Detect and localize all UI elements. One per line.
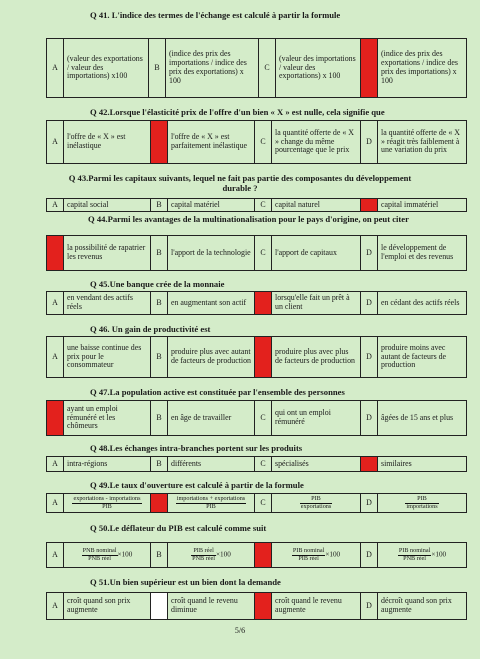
question-50	[0, 524, 480, 534]
denominator: PIB réel	[298, 554, 319, 562]
question-47-title: Q 47.La population active est constituée par l'ensemble des personnes	[90, 387, 345, 397]
option-d-formula[interactable]	[378, 543, 467, 568]
denominator: exportations	[300, 502, 332, 510]
option-b-label: B	[151, 292, 168, 315]
option-c-label: C	[255, 199, 272, 212]
option-c-label: C	[255, 401, 272, 436]
option-c-text[interactable]: (valeur des importations / valeur des exportations) x 100	[276, 39, 361, 98]
option-a-formula[interactable]	[64, 543, 151, 568]
fraction	[191, 548, 216, 562]
option-a-label: A	[47, 543, 64, 568]
question-43-title: Q 43.Parmi les capitaux suivants, lequel ne fait pas partie des composantes du développement durable ?	[68, 173, 412, 193]
option-c-formula[interactable]	[272, 494, 361, 513]
option-a-text[interactable]: croît quand son prix augmente	[64, 593, 151, 620]
answer-marker-c[interactable]	[255, 292, 272, 315]
option-c-text[interactable]: l'apport de capitaux	[272, 236, 361, 271]
option-b-text[interactable]: croît quand le revenu diminue	[168, 593, 255, 620]
question-44-options	[46, 235, 467, 271]
answer-marker-a[interactable]	[47, 401, 64, 436]
option-b-label: B	[151, 457, 168, 472]
option-b-text[interactable]: l'apport de la technologie	[168, 236, 255, 271]
fraction	[176, 496, 246, 510]
option-d-text[interactable]: similaires	[378, 457, 467, 472]
answer-marker-d[interactable]	[361, 39, 378, 98]
option-c-formula[interactable]	[272, 543, 361, 568]
option-c-text[interactable]: capital naturel	[272, 199, 361, 212]
question-47	[0, 388, 480, 398]
option-b-text[interactable]: (indice des prix des importations / indice des prix des exportations) x 100	[166, 39, 259, 98]
question-42-title: Q 42.Lorsque l'élasticité prix de l'offre d'un bien « X » est nulle, cela signifie que	[90, 107, 385, 117]
option-c-label: C	[255, 457, 272, 472]
option-d-text[interactable]: âgées de 15 ans et plus	[378, 401, 467, 436]
multiplier: ×100	[325, 550, 341, 559]
question-44	[0, 215, 480, 225]
option-b-label: B	[151, 543, 168, 568]
option-d-label: D	[361, 401, 378, 436]
question-51-title: Q 51.Un bien supérieur est un bien dont la demande	[90, 577, 281, 587]
fraction	[300, 496, 333, 510]
answer-marker-c[interactable]	[255, 543, 272, 568]
fraction	[292, 548, 325, 562]
option-a-label: A	[47, 593, 64, 620]
numerator: PIB nominal	[292, 546, 325, 554]
multiplier: ×100	[431, 550, 447, 559]
option-a-formula[interactable]	[64, 494, 151, 513]
option-d-label: D	[361, 494, 378, 513]
option-a-text[interactable]: l'offre de « X » est inélastique	[64, 121, 151, 164]
option-c-label: C	[255, 236, 272, 271]
question-48-options	[46, 456, 467, 472]
option-b-formula[interactable]	[168, 543, 255, 568]
answer-marker-a[interactable]	[47, 236, 64, 271]
option-d-text[interactable]: la quantité offerte de « X » réagit très faiblement à une variation du prix	[378, 121, 467, 164]
numerator: PIB nominal	[398, 546, 431, 554]
option-b-label: B	[151, 401, 168, 436]
denominator: PNB réel	[192, 554, 215, 562]
fraction	[398, 548, 431, 562]
question-42	[0, 108, 480, 118]
option-a-label: A	[47, 199, 64, 212]
numerator: exportations - importations	[73, 494, 141, 502]
question-42-options	[46, 120, 467, 164]
option-b-text[interactable]: en augmentant son actif	[168, 292, 255, 315]
option-a-label: A	[47, 292, 64, 315]
denominator: PNB réel	[403, 554, 426, 562]
option-d-text[interactable]: en cédant des actifs réels	[378, 292, 467, 315]
option-d-formula[interactable]	[378, 494, 467, 513]
question-45-options	[46, 291, 467, 315]
question-48	[0, 444, 480, 454]
option-b-text[interactable]: l'offre de « X » est parfaitement inélastique	[168, 121, 255, 164]
option-d-text[interactable]: produire moins avec autant de facteurs de production	[378, 337, 467, 378]
option-d-label: D	[361, 121, 378, 164]
question-43-options	[46, 198, 467, 212]
option-b-text[interactable]: capital matériel	[168, 199, 255, 212]
option-d-label: D	[361, 337, 378, 378]
option-a-label: A	[47, 494, 64, 513]
option-a-text[interactable]: en vendant des actifs réels	[64, 292, 151, 315]
answer-marker-c[interactable]	[255, 593, 272, 620]
question-49-title: Q 49.Le taux d'ouverture est calculé à partir de la formule	[90, 480, 304, 490]
numerator: importations + exportations	[176, 494, 246, 502]
option-b-label: B	[151, 199, 168, 212]
option-c-label: C	[259, 39, 276, 98]
answer-marker-d[interactable]	[361, 457, 378, 472]
page-number: 5/6	[234, 626, 246, 635]
option-b-label: B	[149, 39, 166, 98]
question-51-options	[46, 592, 467, 620]
option-c-text[interactable]: produire plus avec plus de facteurs de production	[272, 337, 361, 378]
question-44-title: Q 44.Parmi les avantages de la multinationalisation pour le pays d'origine, on peut citer	[88, 214, 409, 224]
question-46-options	[46, 336, 467, 378]
question-46	[0, 325, 480, 335]
option-a-text[interactable]: (valeur des exportations / valeur des importations) x100	[64, 39, 149, 98]
question-51	[0, 578, 480, 588]
option-a-text[interactable]: intra-régions	[64, 457, 151, 472]
option-b-label: B	[151, 236, 168, 271]
option-b-formula[interactable]	[168, 494, 255, 513]
option-b-text[interactable]: produire plus avec autant de facteurs de production	[168, 337, 255, 378]
option-d-text[interactable]: décroît quand son prix augmente	[378, 593, 467, 620]
option-a-label: A	[47, 121, 64, 164]
answer-marker-c[interactable]	[255, 337, 272, 378]
option-c-text[interactable]: qui ont un emploi rémunéré	[272, 401, 361, 436]
fraction	[405, 496, 438, 510]
fraction	[82, 548, 118, 562]
option-d-text[interactable]: capital immatériel	[378, 199, 467, 212]
question-48-title: Q 48.Les échanges intra-branches portent sur les produits	[90, 443, 303, 453]
multiplier: ×100	[117, 550, 133, 559]
option-a-text[interactable]: la possibilité de rapatrier les revenus	[64, 236, 151, 271]
option-d-label: D	[361, 236, 378, 271]
question-41-title: Q 41. L'indice des termes de l'échange est calculé à partir la formule	[90, 10, 341, 20]
numerator: PNB nominal	[82, 546, 117, 554]
question-43	[0, 174, 480, 193]
question-47-options	[46, 400, 467, 436]
option-a-label: A	[47, 337, 64, 378]
option-b-text[interactable]: différents	[168, 457, 255, 472]
question-45-title: Q 45.Une banque crée de la monnaie	[90, 279, 225, 289]
option-b-text[interactable]: en âge de travailler	[168, 401, 255, 436]
denominator: PIB	[206, 502, 216, 510]
question-41-options	[46, 38, 467, 98]
answer-marker-b[interactable]	[151, 121, 168, 164]
fraction	[72, 496, 141, 510]
question-45	[0, 280, 480, 290]
numerator: PIB	[405, 496, 438, 504]
option-c-text[interactable]: lorsqu'elle fait un prêt à un client	[272, 292, 361, 315]
option-d-label: D	[361, 292, 378, 315]
option-c-text[interactable]: la quantité offerte de « X » change du même pourcentage que le prix	[272, 121, 361, 164]
option-a-text[interactable]: une baisse continue des prix pour le consommateur	[64, 337, 151, 378]
question-49	[0, 481, 480, 491]
answer-marker-b[interactable]	[151, 494, 168, 513]
option-a-text[interactable]: capital social	[64, 199, 151, 212]
option-c-label: C	[255, 494, 272, 513]
option-d-text[interactable]: (indice des prix des exportations / indice des prix des importations) x 100	[378, 39, 467, 98]
numerator: PIB	[300, 496, 333, 504]
option-a-label: A	[47, 39, 64, 98]
blank-marker-b[interactable]	[151, 593, 168, 620]
question-50-options	[46, 542, 467, 568]
numerator: PIB réel	[191, 548, 216, 556]
option-a-label: A	[47, 457, 64, 472]
question-46-title: Q 46. Un gain de productivité est	[90, 324, 211, 334]
option-b-label: B	[151, 337, 168, 378]
option-d-text[interactable]: le développement de l'emploi et des revenus	[378, 236, 467, 271]
denominator: importations	[406, 502, 438, 510]
option-c-label: C	[255, 121, 272, 164]
denominator: PIB	[102, 502, 112, 510]
question-50-title: Q 50.Le déflateur du PIB est calculé comme suit	[90, 523, 267, 533]
denominator: PNB réel	[88, 554, 111, 562]
answer-marker-d[interactable]	[361, 199, 378, 212]
option-d-label: D	[361, 593, 378, 620]
multiplier: ×100	[216, 550, 231, 559]
option-c-text[interactable]: croît quand le revenu augmente	[272, 593, 361, 620]
question-41	[0, 11, 480, 21]
option-a-text[interactable]: ayant un emploi rémunéré et les chômeurs	[64, 401, 151, 436]
option-d-label: D	[361, 543, 378, 568]
question-49-options	[46, 493, 467, 513]
option-c-text[interactable]: spécialisés	[272, 457, 361, 472]
